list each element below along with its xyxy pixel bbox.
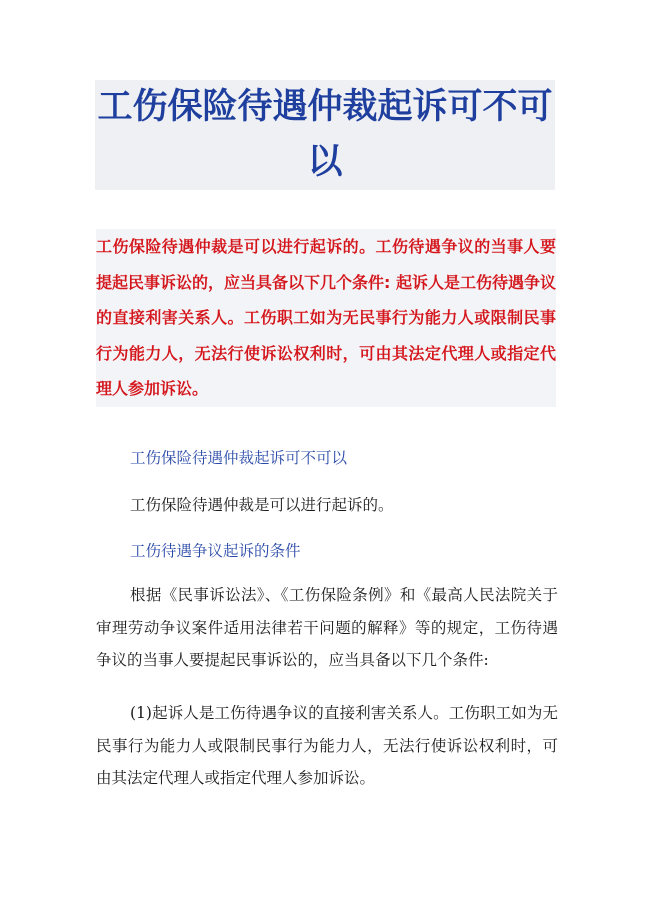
section-2-paragraph-1: 根据《民事诉讼法》、《工伤保险条例》和《最高人民法院关于审理劳动争议案件适用法律若干问题的解释》等的规定，工伤待遇争议的当事人要提起民事诉讼的，应当具备以下几个条件: — [96, 586, 558, 669]
section-heading-2: 工伤待遇争议起诉的条件 — [130, 542, 301, 560]
section-2-paragraph-2: (1)起诉人是工伤待遇争议的直接利害关系人。工伤职工如为无民事行为能力人或限制民事行为能力人，无法行使诉讼权利时，可由其法定代理人或指定代理人参加诉讼。 — [96, 704, 558, 787]
document-title: 工伤保险待遇仲裁起诉可不可以 — [95, 80, 555, 190]
summary-paragraph: 工伤保险待遇仲裁是可以进行起诉的。工伤待遇争议的当事人要提起民事诉讼的，应当具备以下几个条件: 起诉人是工伤待遇争议的直接利害关系人。工伤职工如为无民事行为能力人或限制民事行为能力人，无法行使诉讼权利时，可由其法定代理人或指定代理人参加诉讼。 — [96, 229, 556, 407]
section-heading-1: 工伤保险待遇仲裁起诉可不可以 — [130, 449, 348, 467]
section-1-paragraph-1: 工伤保险待遇仲裁是可以进行起诉的。 — [130, 496, 394, 514]
